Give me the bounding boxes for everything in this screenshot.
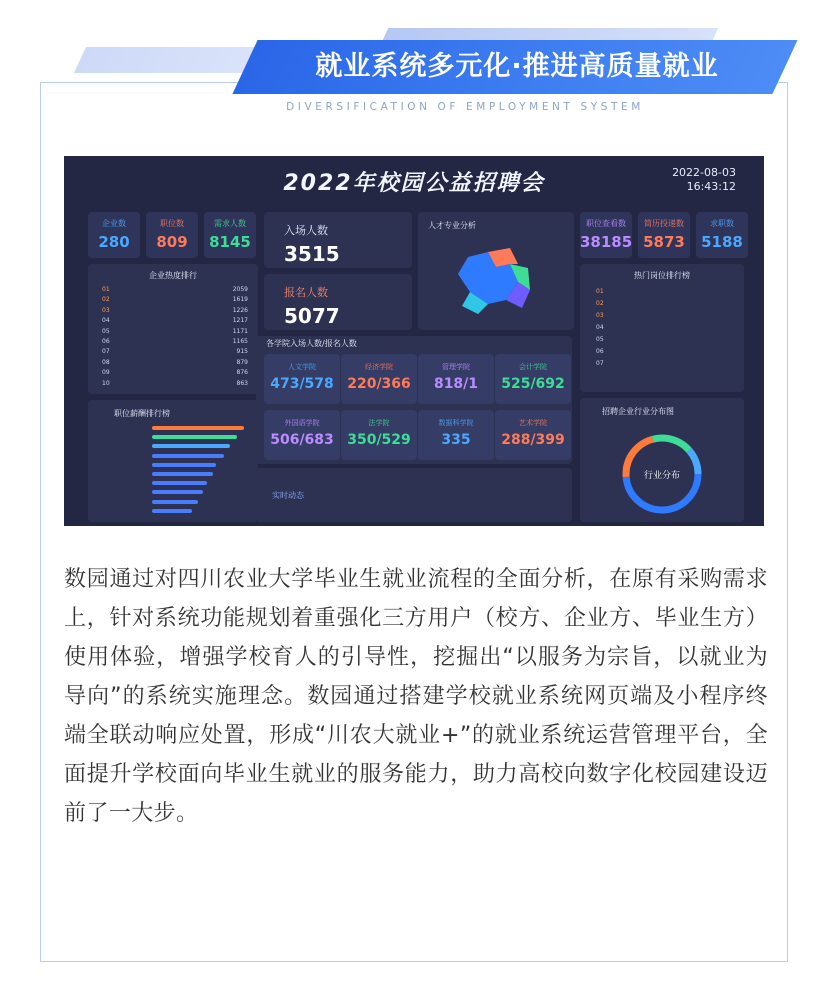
talent-major-map (418, 212, 574, 330)
banner-title: 就业系统多元化·推进高质量就业 (315, 51, 719, 82)
dashboard-screenshot (64, 156, 764, 526)
stat-label: 企业数 (102, 219, 126, 228)
salary-bar (152, 463, 216, 467)
college-value: 473/578 (270, 376, 334, 392)
hot-position-row: 01 (596, 288, 604, 295)
college-value: 220/366 (347, 376, 411, 392)
college-stats-panel (256, 336, 572, 464)
enterprise-rank: 04 (102, 317, 110, 325)
hot-position-row: 04 (596, 324, 604, 331)
enterprise-value: 1171 (232, 327, 248, 335)
college-tile (495, 410, 571, 460)
college-value: 506/683 (270, 432, 334, 448)
stat-label: 职位数 (160, 219, 184, 228)
salary-ranking-panel (88, 400, 258, 522)
college-tile (418, 410, 494, 460)
talent-major-title: 人才专业分析 (428, 221, 476, 230)
college-label: 管理学院 (442, 363, 470, 371)
salary-ranking-title: 职位薪酬排行榜 (114, 409, 170, 418)
college-value: 818/1 (433, 376, 479, 392)
hot-position-row: 03 (596, 312, 604, 319)
college-label: 人文学院 (288, 363, 316, 371)
industry-donut (580, 398, 744, 522)
dashboard-datetime (672, 166, 736, 194)
dashboard-time: 16:43:12 (686, 180, 736, 193)
college-label: 艺术学院 (519, 419, 547, 427)
college-stats-title: 各学院入场人数/报名人数 (266, 339, 357, 348)
salary-bar (152, 481, 207, 485)
enterprise-rank: 06 (102, 338, 110, 345)
stat-label: 职位查看数 (586, 219, 626, 228)
industry-center-label: 行业分布 (643, 471, 680, 481)
college-tile (341, 354, 417, 404)
stat-value: 280 (98, 233, 130, 251)
stat-value: 8145 (209, 233, 251, 251)
enterprise-value: 915 (236, 348, 248, 356)
attendance-value: 3515 (284, 242, 340, 266)
enterprise-value: 1619 (232, 296, 248, 304)
enterprise-value: 879 (236, 358, 248, 366)
enterprise-rank: 05 (102, 327, 110, 335)
enterprise-rank: 02 (102, 296, 110, 304)
college-tile (264, 354, 340, 404)
enterprise-row (102, 359, 248, 366)
hot-positions-panel (580, 264, 744, 392)
enterprise-ranking-panel (88, 264, 258, 394)
college-value: 525/692 (501, 376, 565, 392)
stat-box (88, 212, 140, 258)
salary-bar (152, 472, 213, 476)
enterprise-row (102, 338, 248, 345)
hot-position-row: 02 (596, 300, 604, 307)
salary-bar (152, 490, 203, 494)
stat-label: 求职数 (710, 219, 734, 228)
college-tile (418, 354, 494, 404)
college-label: 法学院 (368, 419, 390, 427)
college-label: 数据科学院 (438, 419, 474, 427)
stat-label: 需求人数 (214, 219, 246, 228)
college-tile (341, 410, 417, 460)
enterprise-ranking-title: 企业热度排行 (149, 271, 197, 280)
stat-box (638, 212, 690, 258)
salary-bar (152, 435, 237, 439)
hot-position-row: 05 (596, 336, 604, 343)
stat-box (696, 212, 748, 258)
enterprise-row (102, 307, 248, 314)
enterprise-row (102, 296, 248, 303)
college-value: 335 (441, 432, 471, 448)
dashboard-title: 2022年校园公益招聘会 (283, 171, 545, 196)
college-label: 会计学院 (519, 363, 547, 371)
attendance-label: 入场人数 (284, 224, 328, 237)
enterprise-value: 1226 (232, 306, 248, 314)
enterprise-row (102, 380, 248, 387)
enterprise-rank: 03 (102, 306, 110, 314)
talent-major-panel (418, 212, 574, 330)
stat-value: 5873 (643, 233, 685, 251)
enterprise-row (102, 317, 248, 324)
college-label: 外国语学院 (284, 419, 320, 427)
body-paragraph: 数园通过对四川农业大学毕业生就业流程的全面分析，在原有采购需求上，针对系统功能规划着重强化三方用户（校方、企业方、毕业生方）使用体验，增强学校育人的引导性，挖掘出“以服务为宗旨，以就业为导向”的系统实施理念。数园通过搭建学校就业系统网页端及小程序终端全联动响应处置，形成“川农大就业+”的就业系统运营管理平台，全面提升学校面向毕业生就业的服务能力，助力高校向数字化校园建设迈前了一大步。 (64, 567, 768, 826)
enterprise-rank: 07 (102, 348, 110, 356)
salary-bar (152, 426, 244, 430)
industry-title: 招聘企业行业分布图 (602, 407, 674, 416)
enterprise-value: 863 (236, 379, 248, 387)
hot-position-row: 07 (596, 360, 604, 367)
stat-box (580, 212, 632, 258)
enterprise-row (102, 348, 248, 355)
stat-value: 5188 (701, 233, 743, 251)
college-label: 经济学院 (365, 363, 393, 371)
salary-bar (152, 500, 198, 504)
attendance-panel (264, 212, 412, 268)
college-tile (264, 410, 340, 460)
enterprise-row (102, 286, 248, 293)
stat-label: 简历投递数 (644, 219, 684, 228)
registration-panel (264, 274, 412, 330)
enterprise-rank: 09 (102, 369, 110, 377)
stat-value: 809 (156, 233, 188, 251)
banner-subtitle: DIVERSIFICATION OF EMPLOYMENT SYSTEM (286, 101, 644, 113)
realtime-title: 实时动态 (272, 491, 304, 500)
stat-box (204, 212, 256, 258)
salary-bar (152, 509, 192, 513)
enterprise-value: 1217 (232, 317, 248, 325)
stat-value: 38185 (580, 233, 633, 251)
college-tile (495, 354, 571, 404)
stat-box (146, 212, 198, 258)
enterprise-rank: 01 (102, 286, 110, 293)
enterprise-row (102, 328, 248, 335)
realtime-panel (256, 468, 572, 522)
college-value: 288/399 (501, 432, 565, 448)
enterprise-value: 876 (236, 369, 248, 377)
hot-positions-title: 热门岗位排行榜 (634, 271, 690, 280)
salary-bar (152, 444, 230, 448)
enterprise-value: 2059 (232, 286, 248, 293)
dashboard-date: 2022-08-03 (672, 166, 736, 179)
registration-value: 5077 (284, 304, 340, 328)
industry-panel (580, 398, 744, 522)
enterprise-rank: 08 (102, 358, 110, 366)
registration-label: 报名人数 (284, 286, 328, 299)
enterprise-rank: 10 (102, 379, 110, 387)
college-value: 350/529 (347, 432, 411, 448)
enterprise-row (102, 369, 248, 376)
enterprise-value: 1165 (232, 338, 248, 345)
hot-position-row: 06 (596, 348, 604, 355)
salary-bar (152, 454, 224, 458)
